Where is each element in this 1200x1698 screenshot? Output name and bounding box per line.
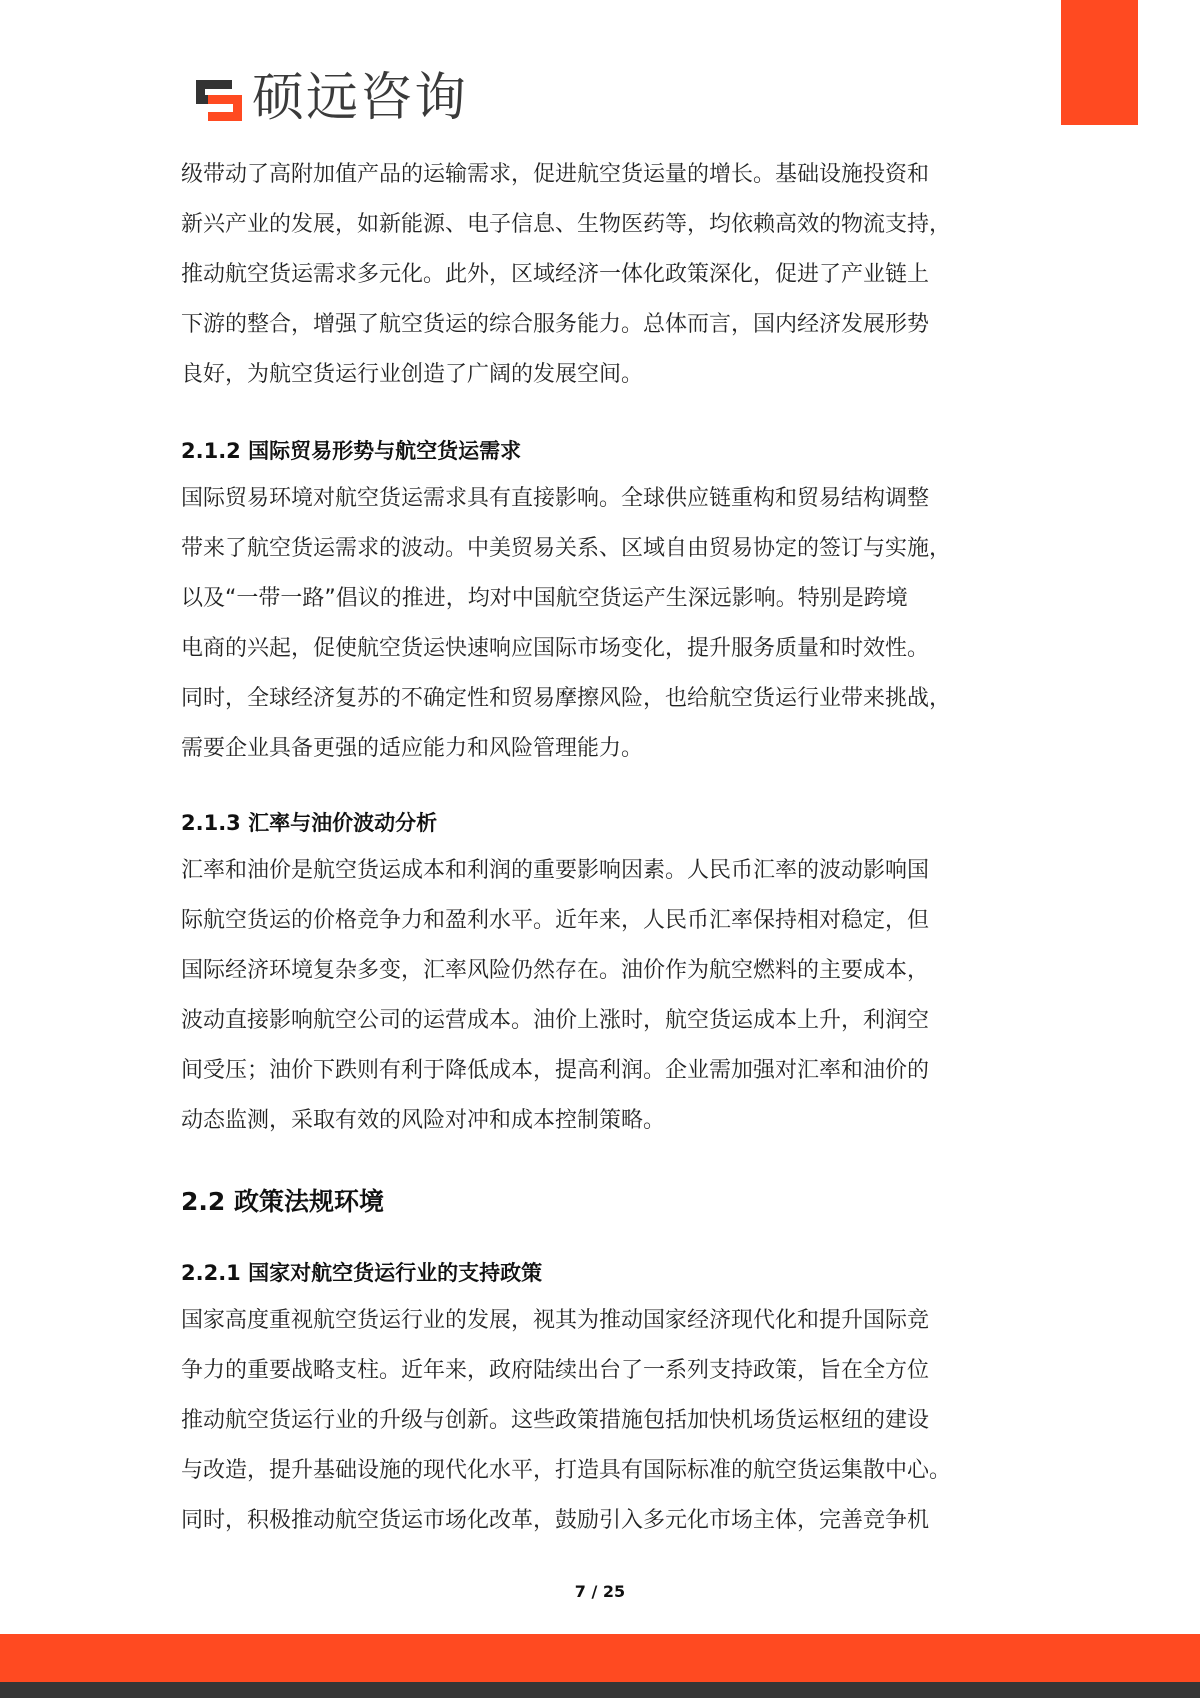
paragraph-line: 良好，为航空货运行业创造了广阔的发展空间。 (181, 362, 644, 387)
paragraph-line: 下游的整合，增强了航空货运的综合服务能力。总体而言，国内经济发展形势 (181, 312, 930, 337)
paragraph-line: 际航空货运的价格竞争力和盈利水平。近年来，人民币汇率保持相对稳定，但 (181, 908, 930, 933)
logo-text: 硕远咨询 (252, 68, 469, 128)
paragraph-line: 争力的重要战略支柱。近年来，政府陆续出台了一系列支持政策，旨在全方位 (181, 1358, 930, 1383)
paragraph-line: 国际贸易环境对航空货运需求具有直接影响。全球供应链重构和贸易结构调整 (181, 486, 930, 511)
paragraph-line: 级带动了高附加值产品的运输需求，促进航空货运量的增长。基础设施投资和 (181, 162, 930, 187)
paragraph-line: 间受压；油价下跌则有利于降低成本，提高利润。企业需加强对汇率和油价的 (181, 1058, 930, 1083)
paragraph-line: 以及“一带一路”倡议的推进，均对中国航空货运产生深远影响。特别是跨境 (181, 586, 908, 611)
paragraph-line: 同时，积极推动航空货运市场化改革，鼓励引入多元化市场主体，完善竞争机 (181, 1508, 930, 1533)
corner-accent-tab (1061, 0, 1138, 125)
section-heading-2-1-3: 2.1.3 汇率与油价波动分析 (181, 811, 438, 835)
paragraph-line: 动态监测，采取有效的风险对冲和成本控制策略。 (181, 1108, 666, 1133)
paragraph-line: 带来了航空货运需求的波动。中美贸易关系、区域自由贸易协定的签订与实施， (181, 536, 952, 561)
section-heading-2-2-1: 2.2.1 国家对航空货运行业的支持政策 (181, 1261, 543, 1285)
section-heading-2-1-2: 2.1.2 国际贸易形势与航空货运需求 (181, 439, 522, 463)
company-logo (196, 68, 468, 128)
paragraph-line: 汇率和油价是航空货运成本和利润的重要影响因素。人民币汇率的波动影响国 (181, 858, 930, 883)
footer-accent-bar (0, 1634, 1200, 1682)
paragraph-line: 与改造，提升基础设施的现代化水平，打造具有国际标准的航空货运集散中心。 (181, 1458, 952, 1483)
paragraph-line: 推动航空货运行业的升级与创新。这些政策措施包括加快机场货运枢纽的建设 (181, 1408, 930, 1433)
section-heading-2-2: 2.2 政策法规环境 (181, 1187, 384, 1216)
logo-mark-icon (196, 75, 242, 121)
paragraph-line: 推动航空货运需求多元化。此外，区域经济一体化政策深化，促进了产业链上 (181, 262, 930, 287)
paragraph-line: 波动直接影响航空公司的运营成本。油价上涨时，航空货运成本上升，利润空 (181, 1008, 930, 1033)
paragraph-line: 同时，全球经济复苏的不确定性和贸易摩擦风险，也给航空货运行业带来挑战， (181, 686, 952, 711)
footer-dark-strip (0, 1682, 1200, 1698)
paragraph-line: 需要企业具备更强的适应能力和风险管理能力。 (181, 736, 644, 761)
page-number: 7 / 25 (574, 1582, 626, 1601)
paragraph-line: 新兴产业的发展，如新能源、电子信息、生物医药等，均依赖高效的物流支持， (181, 212, 952, 237)
paragraph-line: 电商的兴起，促使航空货运快速响应国际市场变化，提升服务质量和时效性。 (181, 636, 930, 661)
paragraph-line: 国际经济环境复杂多变，汇率风险仍然存在。油价作为航空燃料的主要成本， (181, 958, 930, 983)
paragraph-line: 国家高度重视航空货运行业的发展，视其为推动国家经济现代化和提升国际竞 (181, 1308, 930, 1333)
